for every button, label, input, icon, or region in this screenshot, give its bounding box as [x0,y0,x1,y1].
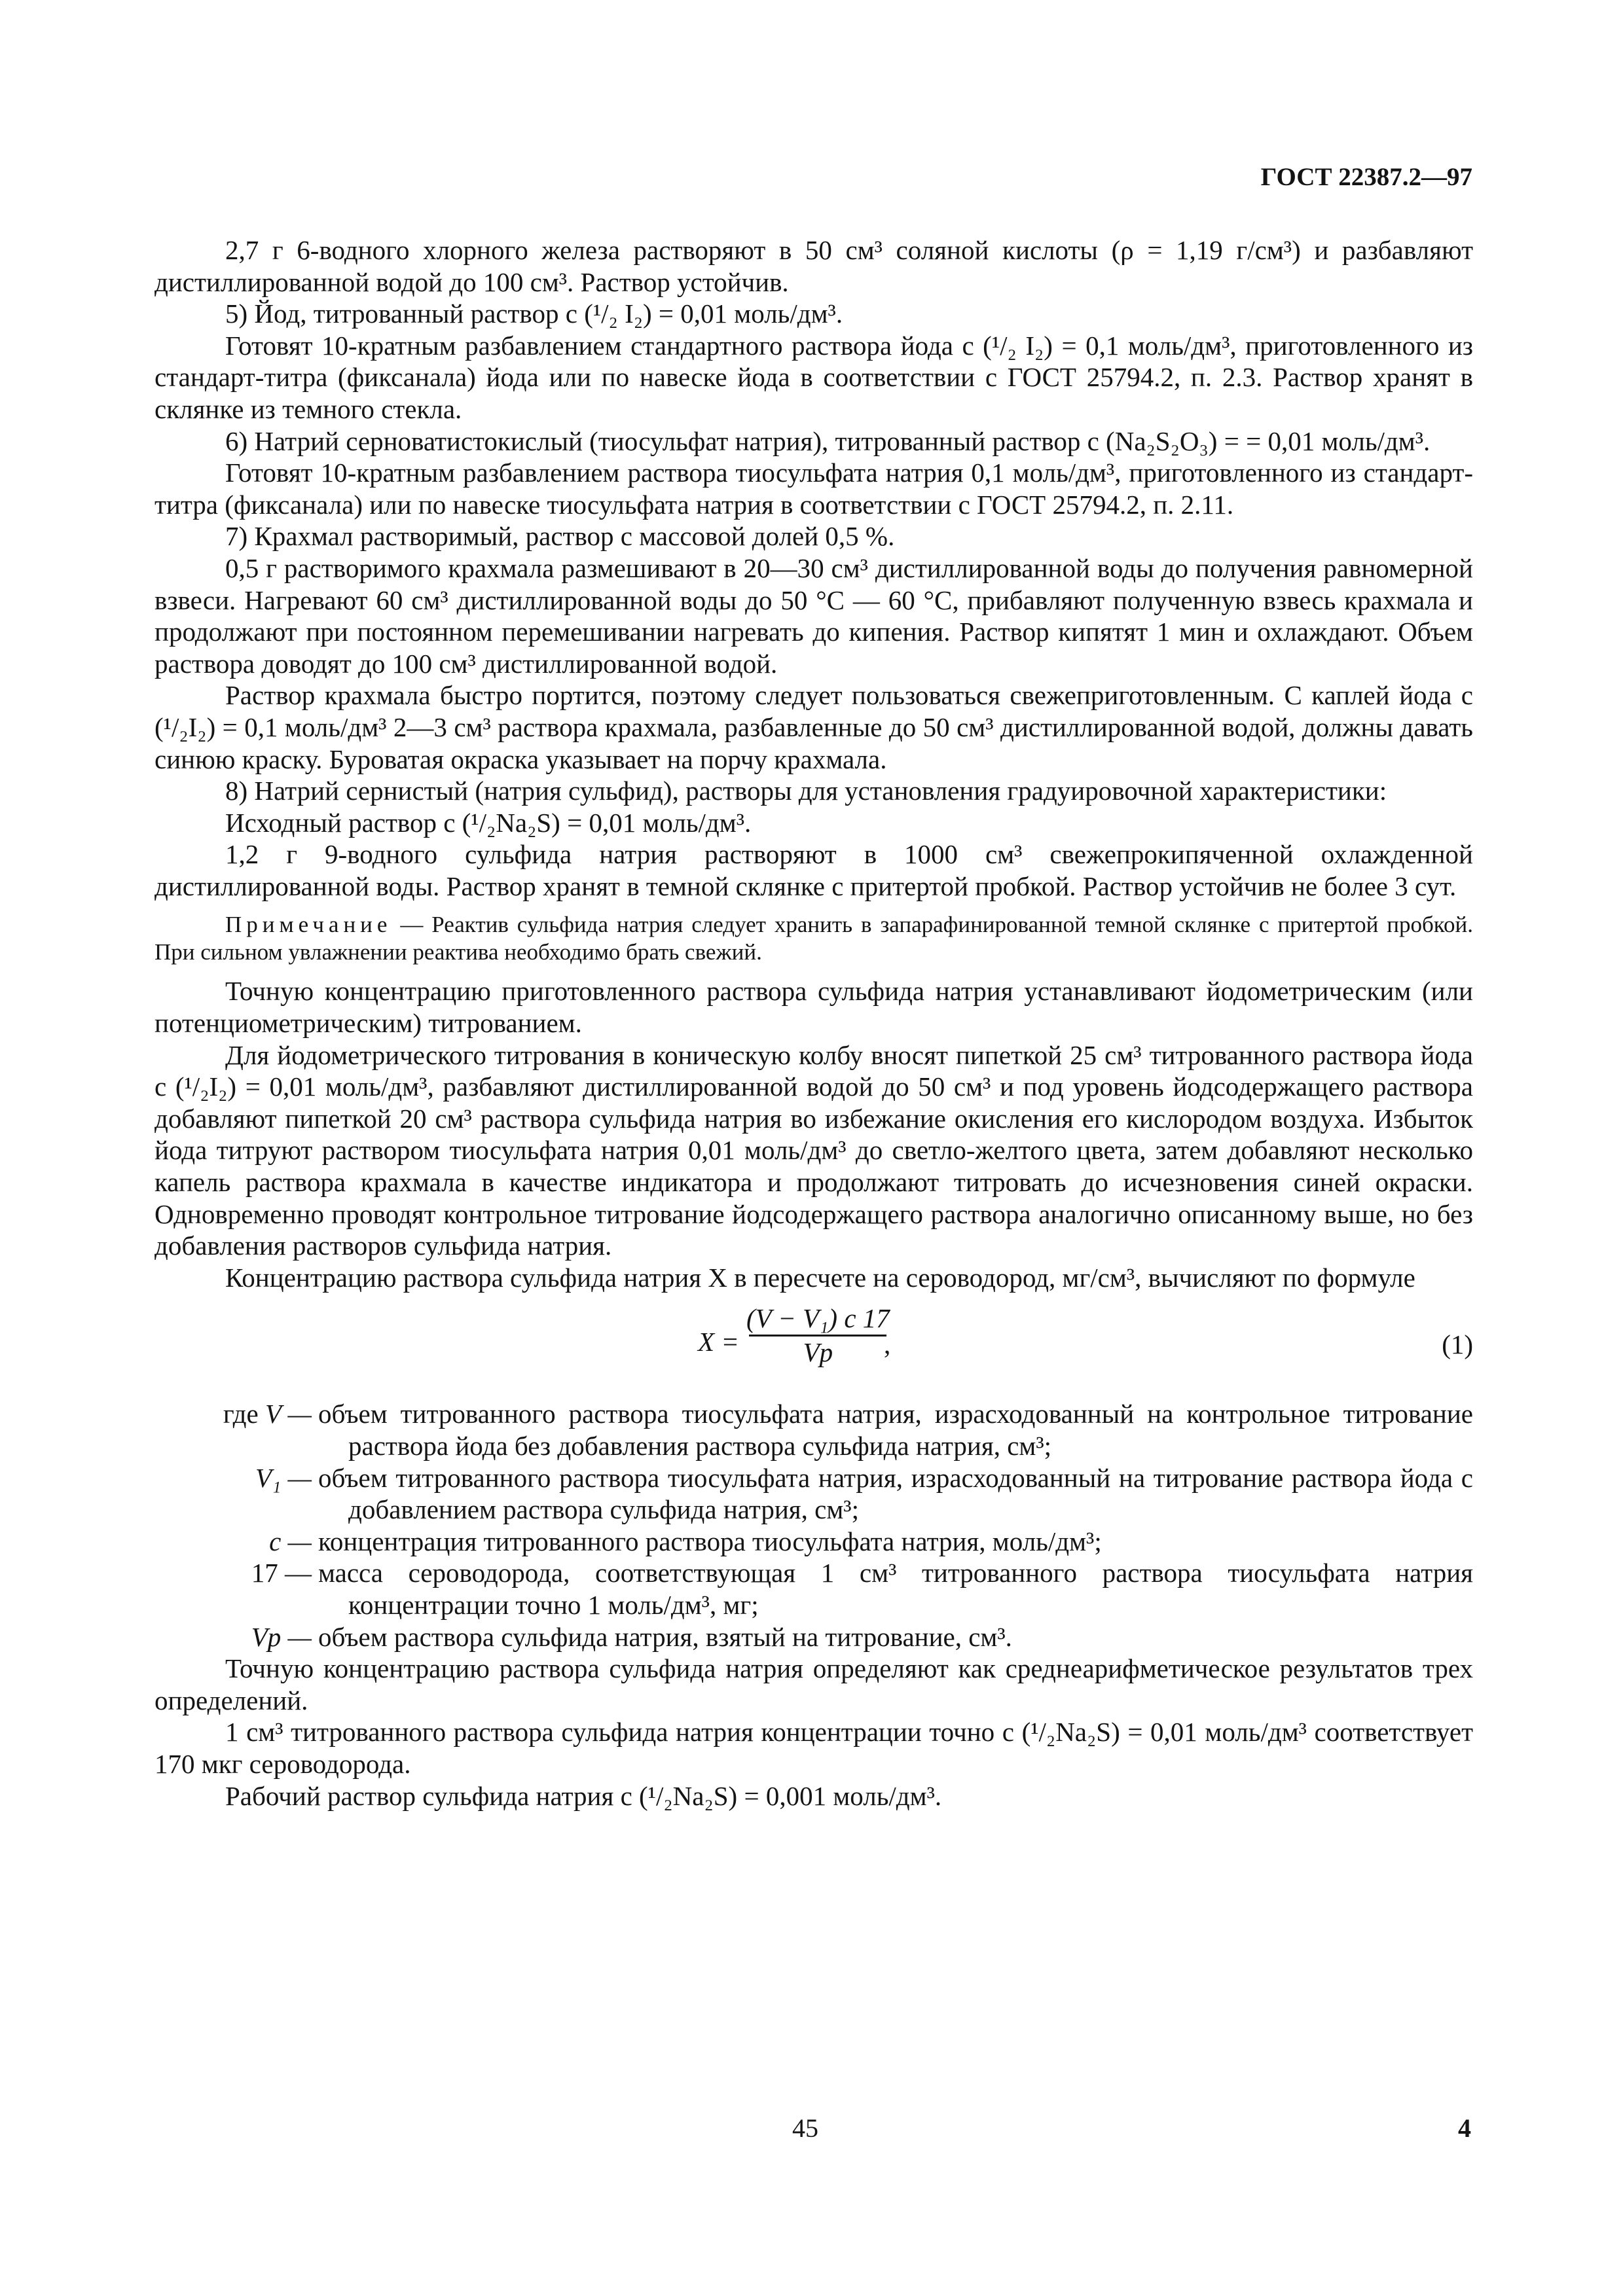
paragraph: 1 см³ титрованного раствора сульфида натрия концентрации точно c (¹/₂Na₂S) = 0,01 моль/дм³ соответствует 170 мкг сероводорода. [155,1717,1473,1779]
formula-denominator: Vр [803,1337,833,1367]
paragraph: Готовят 10-кратным разбавлением раствора тиосульфата натрия 0,1 моль/дм³, приготовленного из стандарт-титра (фиксанала) или по навеске тиосульфата натрия в соответствии с ГОСТ 25794.2, п. 2.11. [155,457,1473,520]
legend-symbol [155,1462,318,1526]
note-text: — Реактив сульфида натрия следует хранить в запарафинированной темной склянке с притертой пробкой. При сильном увлажнении реактива необходимо брать свежий. [155,912,1473,965]
formula-lhs: X = [698,1327,739,1357]
paragraph: Раствор крахмала быстро портится, поэтому следует пользоваться свежеприготовленным. С каплей йода c (¹/₂I₂) = 0,1 моль/дм³ 2—3 см³ раствора крахмала, разбавленные до 50 см³ дистиллированной водой, должны давать синюю краску. Буроватая окраска указывает на порчу крахмала. [155,680,1473,774]
paragraph: Концентрацию раствора сульфида натрия X в пересчете на сероводород, мг/см³, вычисляют по формуле [225,1262,1415,1293]
legend-symbol-text: V — [264,1399,312,1429]
legend-row [155,1557,1473,1621]
paragraph: 0,5 г растворимого крахмала размешивают в 20—30 см³ дистиллированной воды до получения равномерной взвеси. Нагревают 60 см³ дистиллированной воды до 50 °С — 60 °С, прибавляют полученную взвесь крахмала и продолжают при постоянном перемешивании нагревать до кипения. Раствор кипятят 1 мин и охлаждают. Объем раствора доводят до 100 см³ дистиллированной водой. [155,552,1473,679]
legend-text: объем раствора сульфида натрия, взятый на титрование, см³. [318,1621,1012,1652]
formula-numerator: (V − V₁) c 17 [746,1303,890,1334]
note-label: Примечание [225,912,392,938]
paragraph: Точную концентрацию приготовленного раствора сульфида натрия устанавливают йодометрическим (или потенциометрическим) титрованием. [155,976,1473,1039]
legend-row [155,1621,1473,1653]
legend-symbol [155,1621,318,1653]
legend-text: концентрация титрованного раствора тиосульфата натрия, моль/дм³; [318,1526,1102,1556]
legend-symbol [155,1526,318,1558]
formula-1 [155,1302,1473,1395]
document-body [155,234,1473,1812]
legend-row [155,1526,1473,1558]
legend-symbol [155,1398,318,1462]
paragraph: Исходный раствор c (¹/₂Na₂S) = 0,01 моль/дм³. [225,807,752,838]
paragraph: 2,7 г 6-водного хлорного железа растворяют в 50 см³ соляной кислоты (ρ = 1,19 г/см³) и разбавляют дистиллированной водой до 100 см³. Раствор устойчив. [155,235,1473,297]
paragraph: Рабочий раствор сульфида натрия c (¹/₂Na₂S) = 0,001 моль/дм³. [225,1780,942,1811]
paragraph: 8) Натрий сернистый (натрия сульфид), растворы для установления градуировочной характеристики: [225,776,1387,806]
paragraph: Точную концентрацию раствора сульфида натрия определяют как среднеарифметическое результатов трех определений. [155,1653,1473,1715]
document-code-header: ГОСТ 22387.2—97 [1260,163,1472,191]
legend-symbol-text: c — [269,1526,312,1556]
note [155,911,1473,966]
paragraph: 7) Крахмал растворимый, раствор с массовой долей 0,5 %. [225,521,895,552]
formula-legend [155,1398,1473,1653]
legend-row [155,1398,1473,1462]
paragraph: Для йодометрического титрования в коническую колбу вносят пипеткой 25 см³ титрованного раствора йода c (¹/₂I₂) = 0,01 моль/дм³, разбавляют дистиллированной водой до 50 см³ и под уровень йодсодержащего раствора добавляют пипеткой 20 см³ раствора сульфида натрия во избежание окисления его кислородом воздуха. Избыток йода титруют раствором тиосульфата натрия 0,01 моль/дм³ до светло-желтого цвета, затем добавляют несколько капель раствора крахмала в качестве индикатора и продолжают титровать до исчезновения синей окраски. Одновременно проводят контрольное титрование йодсодержащего раствора аналогично описанному выше, но без добавления растворов сульфида натрия. [155,1039,1473,1261]
legend-text: масса сероводорода, соответствующая 1 см³ титрованного раствора тиосульфата натрия концентрации точно 1 моль/дм³, мг; [318,1558,1473,1620]
sheet-number: 4 [1458,2113,1471,2143]
legend-row [155,1462,1473,1526]
paragraph: 5) Йод, титрованный раствор c (¹/₂ I₂) = 0,01 моль/дм³. [225,298,843,329]
formula-number: (1) [1442,1329,1473,1360]
legend-text: объем титрованного раствора тиосульфата натрия, израсходованный на контрольное титрование раствора йода без добавления раствора сульфида натрия, см³; [318,1399,1473,1461]
legend-symbol-text: 17 — [251,1558,312,1588]
formula-fraction [741,1302,895,1368]
page-number: 45 [792,2113,818,2143]
legend-symbol-text: Vр — [251,1621,312,1652]
legend-symbol-text: V₁ — [255,1462,312,1493]
legend-where: где [223,1399,259,1429]
legend-text: объем титрованного раствора тиосульфата натрия, израсходованный на титрование раствора йода с добавлением раствора сульфида натрия, см³; [318,1462,1473,1525]
formula-comma: , [884,1329,891,1360]
paragraph: 6) Натрий серноватистокислый (тиосульфат натрия), титрованный раствор c (Na₂S₂O₃) = = 0,01 моль/дм³. [225,425,1431,456]
paragraph: 1,2 г 9-водного сульфида натрия растворяют в 1000 см³ свежепрокипяченной охлажденной дистиллированной воды. Раствор хранят в темной склянке с притертой пробкой. Раствор устойчив не более 3 сут. [155,839,1473,901]
paragraph: Готовят 10-кратным разбавлением стандартного раствора йода c (¹/₂ I₂) = 0,1 моль/дм³, приготовленного из стандарт-титра (фиксанала) йода или по навеске йода в соответствии с ГОСТ 25794.2, п. 2.3. Раствор хранят в склянке из темного стекла. [155,330,1473,424]
legend-symbol [155,1557,318,1621]
